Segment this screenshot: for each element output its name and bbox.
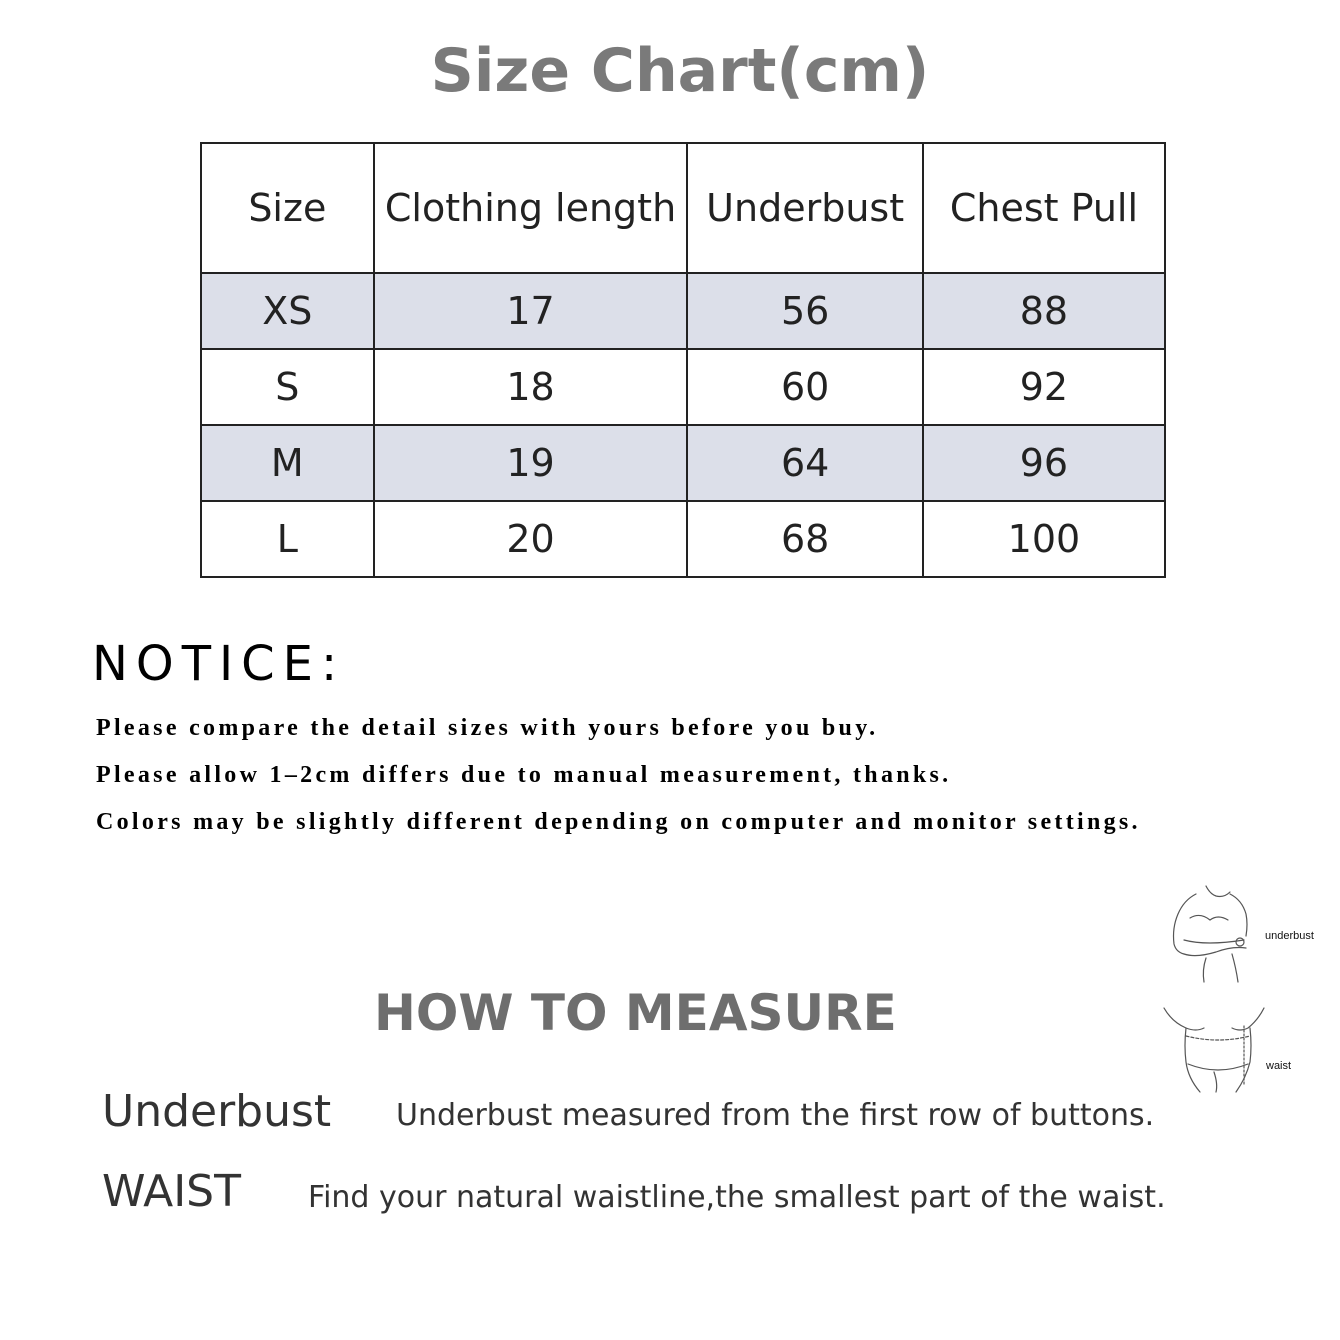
notice-line: Please allow 1–2cm differs due to manual measurement, thanks. — [96, 762, 952, 788]
cell-clothing-length: 19 — [374, 425, 688, 501]
notice-line: Colors may be slightly different depending on computer and monitor settings. — [96, 809, 1141, 835]
cell-underbust: 56 — [687, 273, 922, 349]
cell-size: L — [201, 501, 374, 577]
cell-size: S — [201, 349, 374, 425]
cell-chest-pull: 96 — [923, 425, 1165, 501]
underbust-illustration-label: underbust — [1265, 930, 1314, 942]
size-chart-table — [200, 142, 1166, 578]
cell-underbust: 68 — [687, 501, 922, 577]
table-header-row — [201, 143, 1165, 273]
cell-chest-pull: 92 — [923, 349, 1165, 425]
notice-title: NOTICE: — [92, 636, 346, 692]
cell-chest-pull: 100 — [923, 501, 1165, 577]
cell-clothing-length: 18 — [374, 349, 688, 425]
cell-clothing-length: 20 — [374, 501, 688, 577]
table-row — [201, 501, 1165, 577]
measure-label-waist: WAIST — [102, 1166, 241, 1217]
cell-size: XS — [201, 273, 374, 349]
table-row — [201, 425, 1165, 501]
header-chest-pull: Chest Pull — [923, 143, 1165, 273]
cell-size: M — [201, 425, 374, 501]
header-size: Size — [201, 143, 374, 273]
header-underbust: Underbust — [687, 143, 922, 273]
cell-underbust: 60 — [687, 349, 922, 425]
how-to-measure-title: HOW TO MEASURE — [374, 984, 897, 1042]
underbust-figure-illustration — [1166, 884, 1266, 984]
notice-line: Please compare the detail sizes with yours before you buy. — [96, 715, 879, 741]
cell-clothing-length: 17 — [374, 273, 688, 349]
measure-label-underbust: Underbust — [102, 1086, 332, 1137]
measure-description-underbust: Underbust measured from the first row of buttons. — [396, 1098, 1155, 1133]
table-row — [201, 349, 1165, 425]
table-row — [201, 273, 1165, 349]
measure-description-waist: Find your natural waistline,the smallest part of the waist. — [308, 1180, 1166, 1215]
page-title: Size Chart(cm) — [430, 36, 930, 106]
cell-underbust: 64 — [687, 425, 922, 501]
waist-illustration-label: waist — [1266, 1060, 1292, 1072]
cell-chest-pull: 88 — [923, 273, 1165, 349]
header-clothing-length: Clothing length — [374, 143, 688, 273]
waist-figure-illustration — [1160, 1006, 1270, 1094]
